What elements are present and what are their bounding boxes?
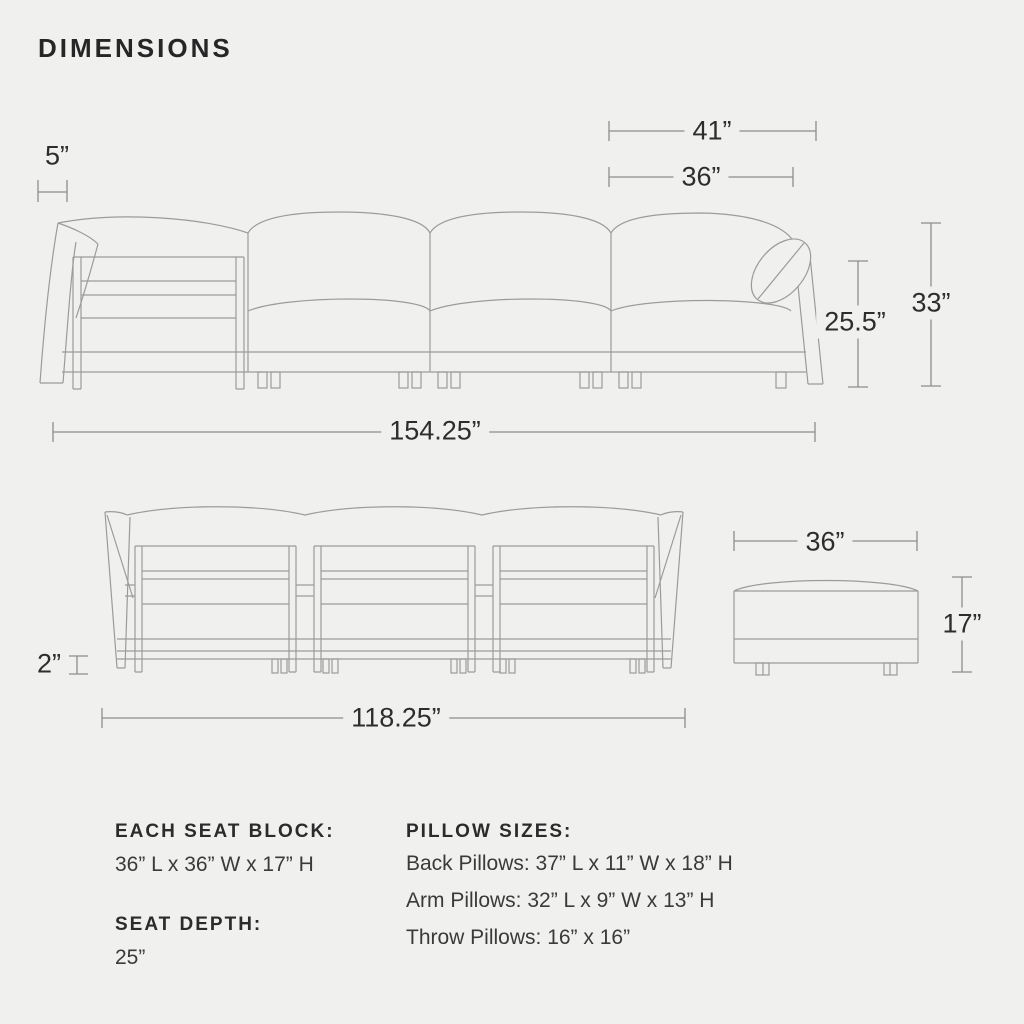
ottoman-legs: [756, 663, 897, 675]
seat-block-heading: EACH SEAT BLOCK:: [115, 821, 335, 842]
dimension-label-overall-height: 33”: [903, 287, 958, 320]
dimension-label-arm-width: 5”: [37, 140, 77, 173]
dimension-line-leg-height-2: [66, 656, 88, 674]
seat-depth-heading: SEAT DEPTH:: [115, 914, 263, 935]
back-view-legs: [272, 659, 645, 673]
page-title: DIMENSIONS: [38, 33, 233, 63]
front-view-legs: [258, 372, 786, 388]
dimension-label-seat-width: 36”: [673, 161, 728, 194]
dimension-label-overall-length: 154.25”: [381, 415, 489, 448]
dimension-label-back-height: 25.5”: [816, 306, 894, 339]
dimension-label-leg-height: 2”: [29, 648, 69, 681]
dimension-label-seat-with-arm: 41”: [684, 115, 739, 148]
pillow-size-arm: Arm Pillows: 32” L x 9” W x 13” H: [406, 889, 715, 912]
pillow-size-back: Back Pillows: 37” L x 11” W x 18” H: [406, 852, 733, 875]
ottoman-drawing: [734, 581, 918, 676]
dimension-label-back-length: 118.25”: [343, 702, 449, 735]
pillow-sizes-heading: PILLOW SIZES:: [406, 821, 573, 842]
dimension-label-ottoman-width: 36”: [797, 526, 852, 559]
sofa-back-view-drawing: [105, 507, 683, 673]
seat-depth-value: 25”: [115, 946, 146, 969]
dimension-label-ottoman-height: 17”: [934, 608, 989, 641]
pillow-size-throw: Throw Pillows: 16” x 16”: [406, 926, 631, 949]
sofa-front-view-drawing: [40, 212, 823, 389]
seat-block-value: 36” L x 36” W x 17” H: [115, 853, 314, 876]
dimension-line-arm-width-5: [38, 180, 67, 202]
